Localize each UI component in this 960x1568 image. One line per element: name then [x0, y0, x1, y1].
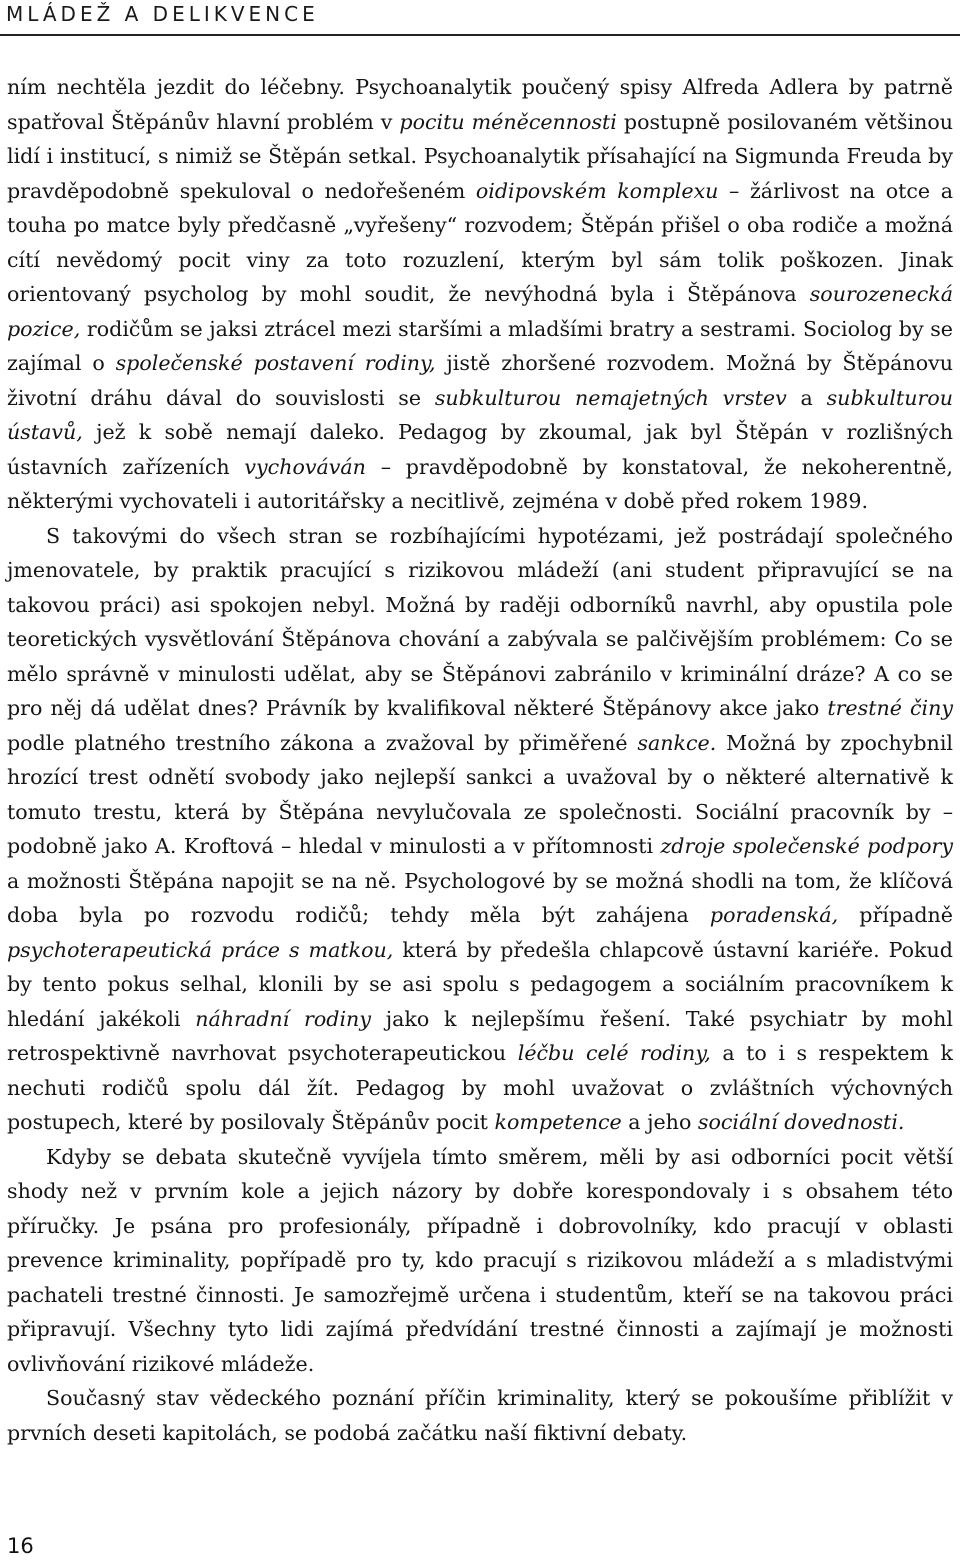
body-text: [7, 70, 953, 1450]
text-run: a možnosti Štěpána napojit se na ně. Psychologové by se možná shodli na tom, že klíčová doba byla po rozvodu rodičů; tehdy měla být zahájena: [7, 868, 953, 927]
emphasis: vychováván: [244, 454, 366, 479]
text-run: – pravděpodobně by konstatoval, že nekoherentně, některými vychovateli i autoritářsky a necitlivě, zejména v době před rokem 1989.: [7, 454, 953, 513]
emphasis: subkulturou nemajetných vrstev: [434, 385, 787, 410]
emphasis: léčbu celé rodiny,: [517, 1041, 711, 1065]
text-run: Možná by zpochybnil hrozící trest odnětí svobody jako nejlepší sankci a uvažoval by o některé alternativě k tomuto trestu, která by Štěpána nevylučovala ze společnosti. Sociální pracovník by – podobně jako A. Kroftová – hledal v minulosti a v přítomnosti: [7, 730, 953, 858]
paragraph-1: [7, 70, 953, 519]
text-run: podle platného trestního zákona a zvažoval by přiměřené: [7, 730, 638, 755]
paragraph-2: [7, 519, 953, 1140]
text-run: jistě zhoršené rozvodem. Možná by Štěpánovu životní dráhu dával do souvislosti se: [7, 351, 953, 410]
emphasis: sociální dovednosti.: [697, 1110, 905, 1134]
emphasis: pocitu méněcennosti: [399, 109, 617, 134]
text-run: postupně posilovaném většinou lidí i institucí, s nimiž se Štěpán setkal. Psychoanalytik přísahající na Sigmunda Freuda by pravděpodobně spekuloval o nedořešeném: [7, 109, 954, 203]
text-run: Současný stav vědeckého poznání příčin kriminality, který se pokoušíme přiblížit v prvních deseti kapitolách, se podobá začátku naší fiktivní debaty.: [7, 1386, 953, 1445]
emphasis: oidipovském komplexu: [475, 178, 719, 203]
text-run: jako k nejlepšímu řešení. Také psychiatr by mohl retrospektivně navrhovat psychoterapeutickou: [7, 1006, 953, 1065]
text-run: a jeho: [621, 1110, 698, 1134]
text-run: a: [786, 385, 827, 410]
running-header: MLÁDEŽ A DELIKVENCE: [6, 2, 319, 26]
paragraph-3: [7, 1140, 953, 1382]
emphasis: sourozenecká pozice,: [7, 282, 953, 341]
text-run: Kdyby se debata skutečně vyvíjela tímto směrem, měli by asi odborníci pocit větší shody než v prvním kole a jejich názory by dobře korespondovaly i s obsahem této příručky. Je psána pro profesionály, případně i dobrovolníky, kdo pracují v oblasti prevence kriminality, popřípadě pro ty, kdo pracují s rizikovou mládeží a s mladistvými pachateli trestné činnosti. Je samozřejmě určena i studentům, kteří se na takovou práci připravují. Všechny tyto lidi zajímá předvídání trestné činnosti a zajímají je možnosti ovlivňování rizikové mládeže.: [7, 1144, 953, 1376]
paragraph-4: [7, 1381, 953, 1450]
emphasis: sankce.: [637, 730, 717, 755]
emphasis: trestné činy: [827, 696, 953, 720]
emphasis: společenské postavení rodiny,: [115, 351, 436, 375]
text-run: ním nechtěla jezdit do léčebny. Psychoanalytik poučený spisy Alfreda Adlera by patrně spatřoval Štěpánův hlavní problém v: [7, 75, 953, 134]
emphasis: zdroje společenské podpory: [660, 834, 953, 858]
emphasis: náhradní rodiny: [195, 1006, 371, 1031]
emphasis: psychoterapeutická práce s matkou,: [7, 937, 394, 962]
emphasis: kompetence: [494, 1110, 622, 1134]
text-run: jež k sobě nemají daleko. Pedagog by zkoumal, jak byl Štěpán v rozlišných ústavních zařízeních: [7, 420, 953, 479]
text-run: – žárlivost na otce a touha po matce byly předčasně „vyřešeny“ rozvodem; Štěpán přišel o oba rodiče a možná cítí nevědomý pocit viny za toto rozuzlení, kterým byl sám tolik poškozen. Jinak orientovaný psycholog by mohl soudit, že nevýhodná byla i Štěpánova: [7, 178, 953, 306]
page-number: 16: [7, 1534, 34, 1558]
text-run: případně: [838, 903, 953, 927]
text-run: a to i s respektem k nechuti rodičů spolu dál žít. Pedagog by mohl uvažovat o zvláštních výchovných postupech, které by posilovaly Štěpánův pocit: [7, 1041, 954, 1134]
text-run: S takovými do všech stran se rozbíhajícími hypotézami, jež postrádají společného jmenovatele, by praktik pracující s rizikovou mládeží (ani student připravující se na takovou práci) asi spokojen nebyl. Možná by raději odborníků navrhl, aby opustila pole teoretických vysvětlování Štěpánova chování a zabývala se palčivějším problémem: Co se mělo správně v minulosti udělat, aby se Štěpánovi zabránilo v kriminální dráze? A co se pro něj dá udělat dnes? Právník by kvalifikoval některé Štěpánovy akce jako: [7, 523, 953, 720]
header-rule: [0, 34, 960, 36]
emphasis: poradenská,: [709, 903, 839, 927]
text-run: která by předešla chlapcově ústavní kariéře. Pokud by tento pokus selhal, klonili by se asi spolu s pedagogem a sociálním pracovníkem k hledání jakékoli: [7, 937, 953, 1031]
emphasis: subkulturou ústavů,: [7, 385, 953, 444]
text-run: rodičům se jaksi ztrácel mezi staršími a mladšími bratry a sestrami. Sociolog by se zajímal o: [7, 316, 953, 375]
